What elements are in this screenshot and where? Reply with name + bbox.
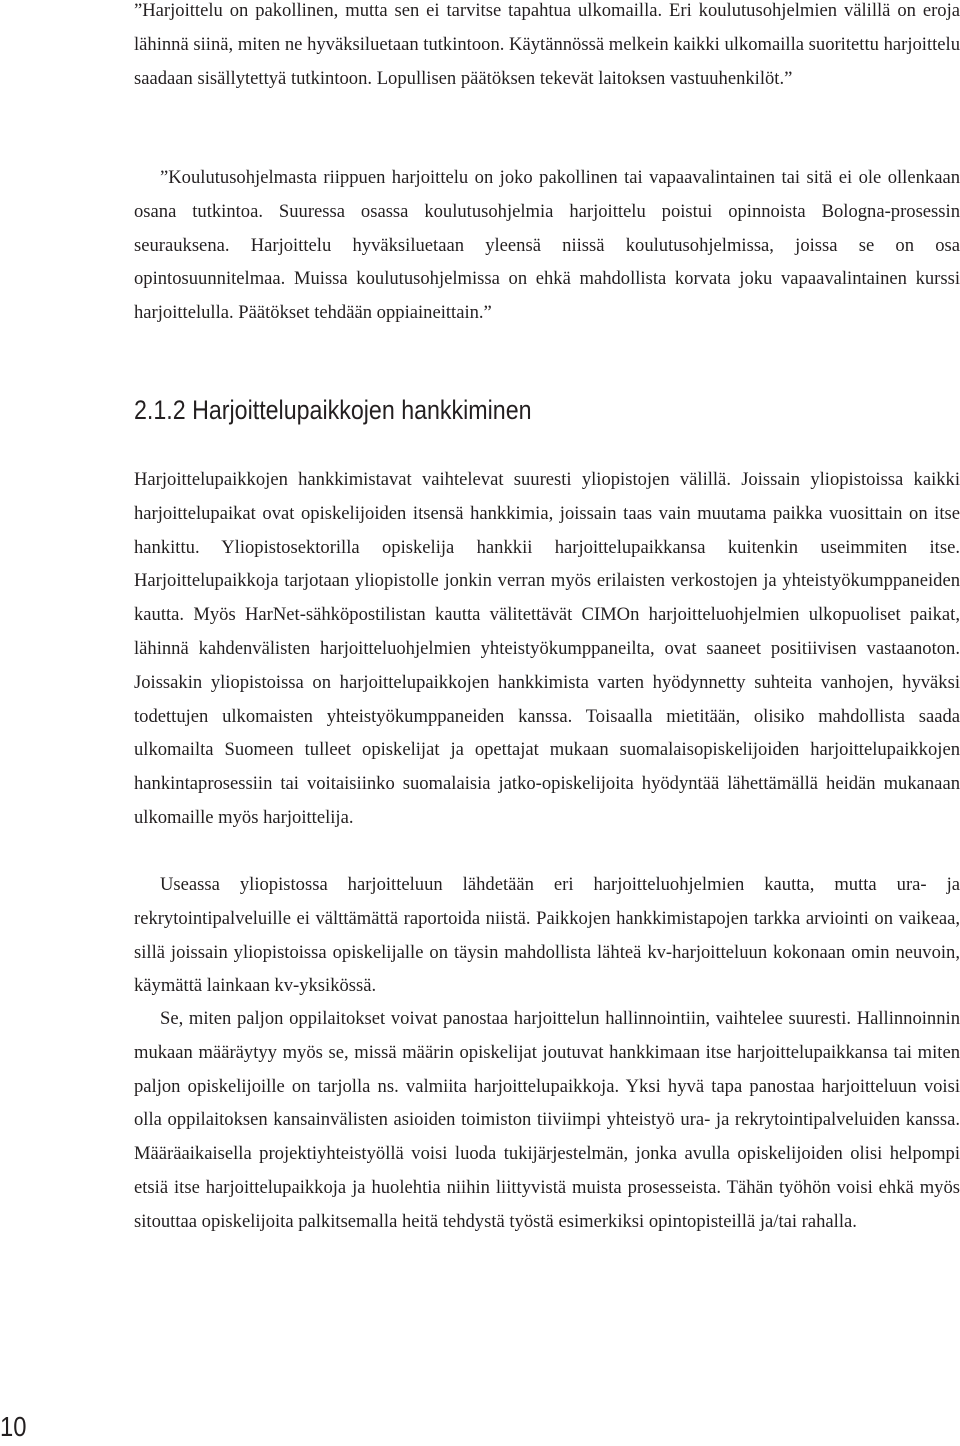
body-paragraph: Harjoittelupaikkojen hankkimistavat vaihtelevat suuresti yliopistojen välillä. Joissain yliopistoissa kaikki harjoittelupaikat ovat opiskelijoiden itsensä hankkimia, joissain taas vain muutama paikka vuosittain on itse hankittu. Yliopistosektorilla opiskelija hankkii harjoittelupaikkansa kuitenkin useimmiten itse. Harjoittelupaikkoja tarjotaan yliopistolle jonkin verran myös erilaisten verkostojen ja yhteistyökumppaneiden kautta. Myös HarNet-sähköpostilistan kautta välitettävät CIMOn harjoitteluohjelmien ulkopuoliset paikat, lähinnä kahdenvälisten harjoitteluohjelmien yhteistyökumppaneilta, ovat saaneet positiivisen vastaanoton. Joissakin yliopistoissa on harjoittelupaikkojen hankkimista varten hyödynnetty suhteita vanhojen, hyväksi todettujen ulkomaisten yhteistyökumppaneiden kanssa. Toisaalla mietitään, olisiko mahdollista saada ulkomailta Suomeen tulleet opiskelijat ja opettajat mukaan suomalaisopiskelijoiden harjoittelupaikkojen hankintaprosessiin tai voitaisiinko suomalaisia jatko-opiskelijoita hyödyntää lähettämällä heidän mukanaan ulkomaille myös harjoittelija.: [134, 469, 960, 828]
page-number: 10: [0, 1411, 27, 1442]
body-paragraph: Se, miten paljon oppilaitokset voivat panostaa harjoittelun hallinnointiin, vaihtelee suuresti. Hallinnoinnin mukaan määräytyy myös se, missä määrin opiskelijat joutuvat hankkimaan itse harjoittelupaikkansa tai miten paljon opiskelijoille on tarjolla ns. valmiita harjoittelupaikkoja. Yksi hyvä tapa panostaa harjoitteluun voisi olla oppilaitoksen kansainvälisten asioiden toimiston tiiviimpi yhteistyö ura- ja rekrytointipalveluiden kanssa. Määräaikaisella projektiyhteistyöllä voisi luoda tukijärjestelmän, jonka avulla opiskelijoiden olisi helpompi etsiä itse harjoittelupaikkoja ja huolehtia niihin liittyvistä muista prosesseista. Tähän työhön voisi ehkä myös sitouttaa opiskelijoita palkitsemalla heitä tehdystä työstä esimerkiksi opintopisteillä ja/tai rahalla.: [134, 1008, 960, 1232]
quote-paragraph: ”Koulutusohjelmasta riippuen harjoittelu on joko pakollinen tai vapaavalintainen tai sitä ei ole ollenkaan osana tutkintoa. Suuressa osassa koulutusohjelmia harjoittelu poistui opinnoista Bologna-prosessin seurauksena. Harjoittelu hyväksiluetaan yleensä niissä koulutusohjelmissa, joissa se on osa opintosuunnitelmaa. Muissa koulutusohjelmissa on ehkä mahdollista korvata joku vapaavalintainen kurssi harjoittelulla. Päätökset tehdään oppiaineittain.”: [134, 167, 960, 324]
body-paragraph: Useassa yliopistossa harjoitteluun lähdetään eri harjoitteluohjelmien kautta, mutta ura- ja rekrytointipalveluille ei välttämättä raportoida niistä. Paikkojen hankkimistapojen tarkka arviointi on vaikeaa, sillä joissain yliopistoissa opiskelijalle on täysin mahdollista lähteä kv-harjoitteluun kokonaan omin neuvoin, käymättä lainkaan kv-yksikössä.: [134, 874, 960, 997]
quote-paragraph: ”Harjoittelu on pakollinen, mutta sen ei tarvitse tapahtua ulkomailla. Eri koulutusohjelmien välillä on eroja lähinnä siinä, miten ne hyväksiluetaan tutkintoon. Käytännössä melkein kaikki ulkomailla suoritettu harjoittelu saadaan sisällytettyä tutkintoon. Lopullisen päätöksen tekevät laitoksen vastuuhenkilöt.”: [134, 0, 960, 89]
section-heading: 2.1.2 Harjoittelupaikkojen hankkiminen: [134, 395, 532, 425]
